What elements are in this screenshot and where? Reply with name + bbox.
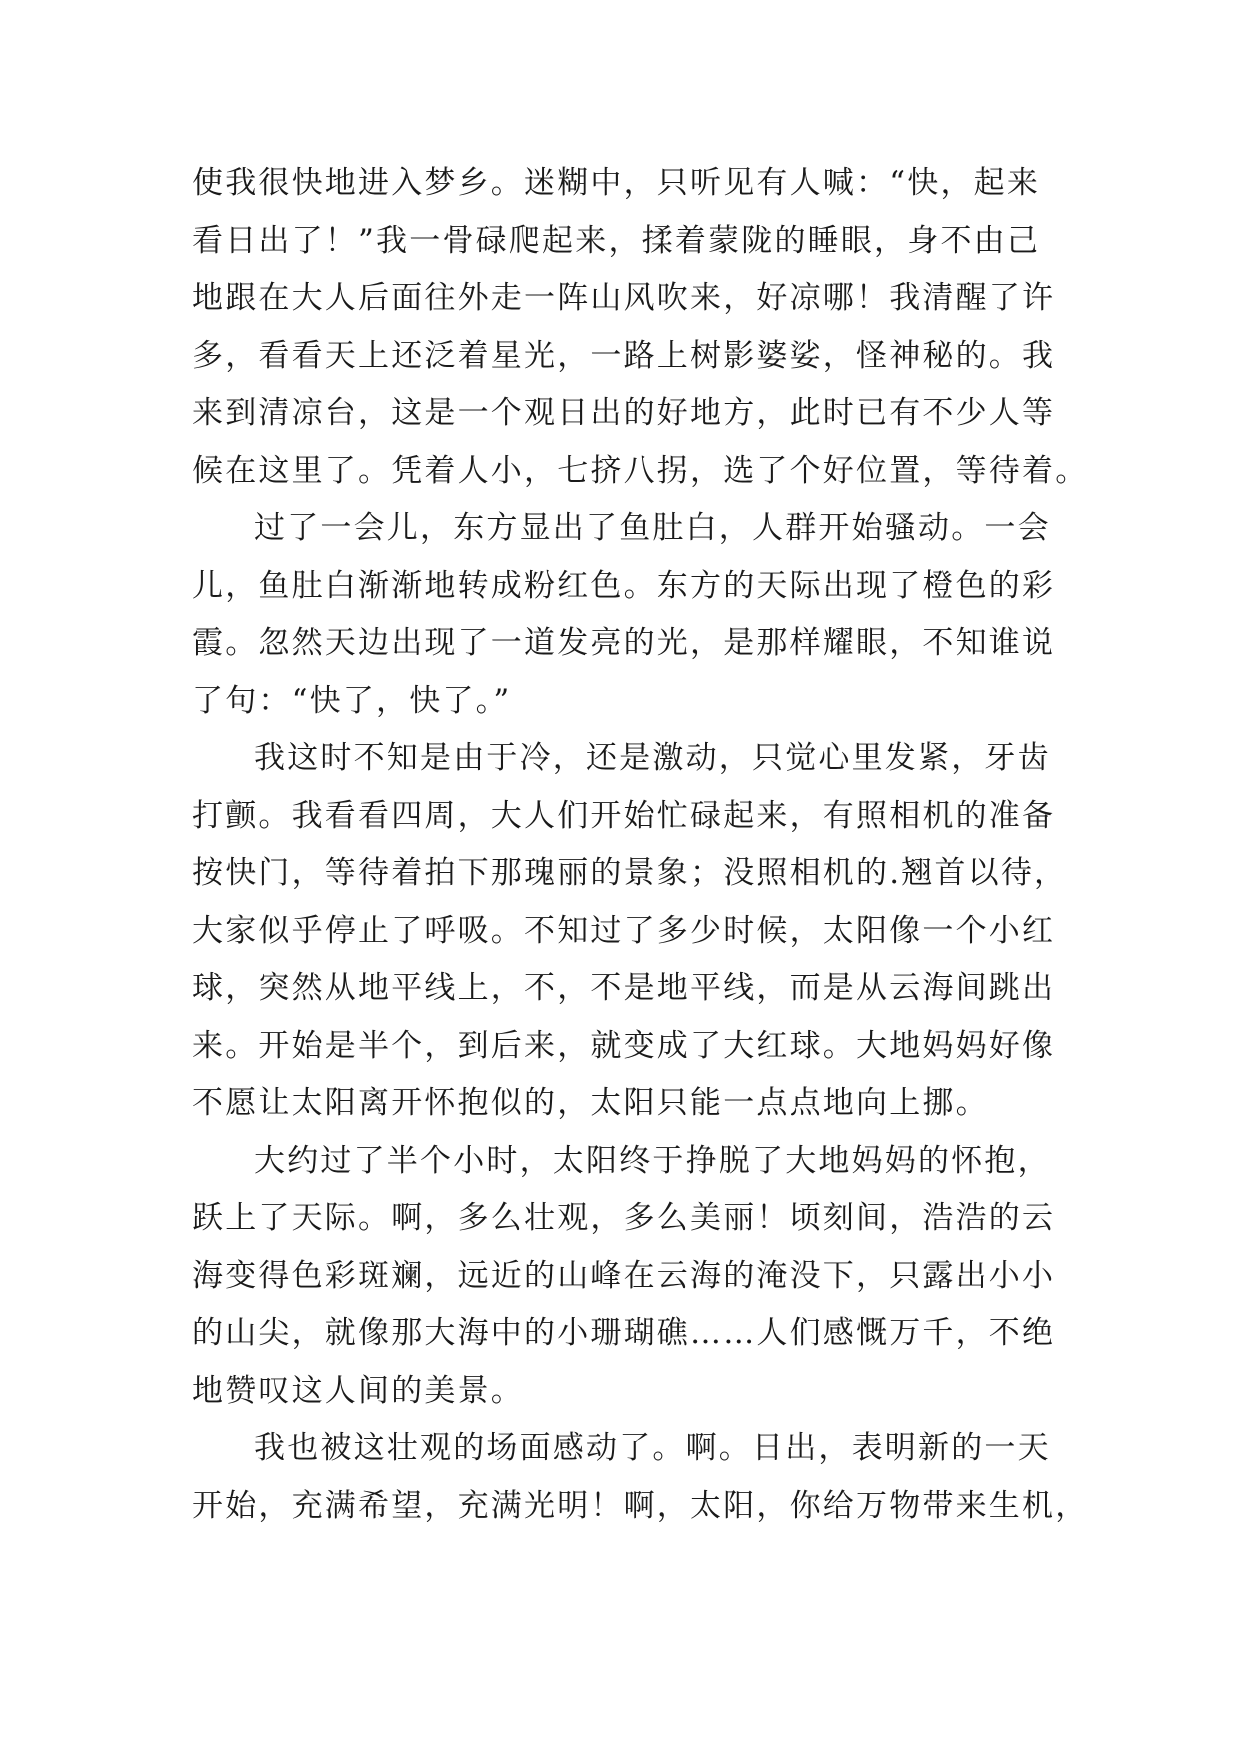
text-line: 来到清凉台，这是一个观日出的好地方，此时已有不少人等 — [192, 395, 1056, 431]
text-line: 开始，充满希望，充满光明！啊，太阳，你给万物带来生机， — [192, 1487, 1089, 1524]
paragraph-1 — [192, 155, 1089, 500]
text-line: 多，看看天上还泛着星光，一路上树影婆娑，怪神秘的。我 — [192, 337, 1056, 374]
text-line: 不愿让太阳离开怀抱似的，太阳只能一点点地向上挪。 — [192, 1085, 989, 1121]
paragraph-4 — [192, 1133, 1056, 1421]
text-line: 儿，鱼肚白渐渐地转成粉红色。东方的天际出现了橙色的彩 — [192, 567, 1056, 604]
paragraph-5 — [192, 1420, 1089, 1535]
text-line: 来。开始是半个，到后来，就变成了大红球。大地妈妈好像 — [192, 1027, 1056, 1064]
text-line: 地赞叹这人间的美景。 — [192, 1372, 524, 1409]
text-line: 使我很快地进入梦乡。迷糊中，只听见有人喊：“快，起来 — [192, 165, 1041, 201]
text-line: 看日出了！”我一骨碌爬起来，揉着蒙陇的睡眼，身不由己 — [192, 222, 1041, 259]
text-line: 打颤。我看看四周，大人们开始忙碌起来，有照相机的准备 — [192, 797, 1056, 834]
text-line: 按快门，等待着拍下那瑰丽的景象；没照相机的.翘首以待， — [192, 855, 1068, 891]
text-line: 霞。忽然天边出现了一道发亮的光，是那样耀眼，不知谁说 — [192, 625, 1056, 661]
text-line: 跃上了天际。啊，多么壮观，多么美丽！顷刻间，浩浩的云 — [192, 1200, 1056, 1236]
text-line: 海变得色彩斑斓，远近的山峰在云海的淹没下，只露出小小 — [192, 1257, 1056, 1294]
paragraph-3 — [192, 730, 1068, 1133]
text-line: 大家似乎停止了呼吸。不知过了多少时候，太阳像一个小红 — [192, 912, 1056, 949]
text-line: 我这时不知是由于冷，还是激动，只觉心里发紧，牙齿 — [254, 740, 1051, 776]
text-line: 的山尖，就像那大海中的小珊瑚礁……人们感慨万千，不绝 — [192, 1315, 1056, 1351]
text-line: 了句：“快了，快了。” — [192, 682, 512, 719]
text-line: 球，突然从地平线上，不，不是地平线，而是从云海间跳出 — [192, 970, 1056, 1006]
paragraph-2 — [192, 500, 1056, 730]
document-page — [192, 155, 1089, 1535]
text-line: 候在这里了。凭着人小，七挤八拐，选了个好位置，等待着。 — [192, 452, 1089, 489]
text-line: 我也被这壮观的场面感动了。啊。日出，表明新的一天 — [254, 1430, 1051, 1466]
text-line: 大约过了半个小时，太阳终于挣脱了大地妈妈的怀抱， — [254, 1142, 1051, 1179]
text-line: 过了一会儿，东方显出了鱼肚白，人群开始骚动。一会 — [254, 510, 1051, 546]
text-line: 地跟在大人后面往外走一阵山风吹来，好凉哪！我清醒了许 — [192, 280, 1056, 316]
